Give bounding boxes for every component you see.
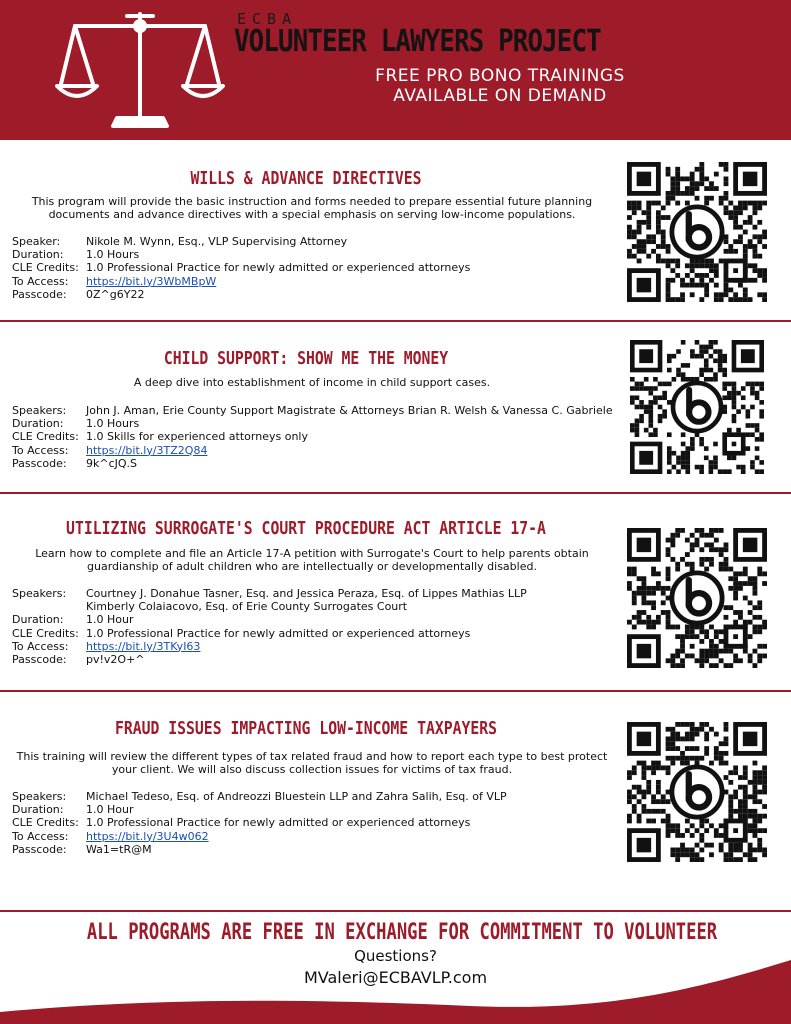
- training-details: [12, 587, 527, 666]
- passcode-value: 0Z^g6Y22: [86, 287, 145, 301]
- header-banner: [0, 0, 791, 138]
- training-description: A deep dive into establishment of income in child support cases.: [133, 376, 491, 389]
- cle-value: 1.0 Skills for experienced attorneys only: [86, 430, 308, 444]
- access-label: To Access:: [12, 443, 69, 457]
- passcode-label: Passcode:: [12, 842, 67, 856]
- passcode-value: Wa1=tR@M: [86, 842, 152, 856]
- training-details: [12, 404, 613, 470]
- access-link[interactable]: https://bit.ly/3WbMBpW: [86, 274, 217, 288]
- project-name: VOLUNTEER LAWYERS PROJECT: [234, 24, 601, 59]
- duration-label: Duration:: [12, 417, 64, 431]
- training-details: [12, 790, 507, 856]
- duration-label: Duration:: [12, 803, 64, 817]
- training-description: This training will review the different types of tax related fraud and how to report each type to best protect your client. We will also discuss collection issues for victims of tax fraud.: [16, 750, 608, 776]
- passcode-label: Passcode:: [12, 287, 67, 301]
- training-section: [0, 322, 791, 492]
- passcode-value: 9k^cJQ.S: [86, 456, 138, 470]
- training-description: This program will provide the basic instruction and forms needed to prepare essential future planning documents and advance directives with a special emphasis on serving low-income populations.: [31, 195, 593, 221]
- cle-value: 1.0 Professional Practice for newly admitted or experienced attorneys: [86, 626, 471, 640]
- access-link[interactable]: https://bit.ly/3TZ2Q84: [86, 443, 208, 457]
- access-link[interactable]: https://bit.ly/3TKyI63: [86, 639, 201, 653]
- duration-label: Duration:: [12, 613, 64, 627]
- training-title: CHILD SUPPORT: SHOW ME THE MONEY: [163, 348, 449, 369]
- access-label: To Access:: [12, 639, 69, 653]
- footer-headline: ALL PROGRAMS ARE FREE IN EXCHANGE FOR COMMITMENT TO VOLUNTEER: [86, 920, 718, 945]
- speaker-value: Courtney J. Donahue Tasner, Esq. and Jessica Peraza, Esq. of Lippes Mathias LLP: [86, 587, 527, 600]
- training-details: [12, 235, 470, 301]
- training-section: [0, 692, 791, 908]
- training-section: [0, 494, 791, 690]
- cle-label: CLE Credits:: [12, 430, 79, 444]
- duration-value: 1.0 Hours: [86, 248, 140, 262]
- training-title: WILLS & ADVANCE DIRECTIVES: [190, 168, 422, 189]
- cle-value: 1.0 Professional Practice for newly admitted or experienced attorneys: [86, 816, 471, 830]
- cle-label: CLE Credits:: [12, 261, 79, 275]
- section-divider: [0, 910, 791, 912]
- contact-email[interactable]: MValeri@ECBAVLP.com: [303, 968, 488, 987]
- duration-value: 1.0 Hour: [86, 613, 134, 627]
- passcode-label: Passcode:: [12, 653, 67, 667]
- speaker-value-2: Kimberly Colaiacovo, Esq. of Erie County Surrogates Court: [86, 600, 408, 614]
- cle-label: CLE Credits:: [12, 626, 79, 640]
- passcode-value: pv!v2O+^: [86, 653, 145, 667]
- training-section: [0, 140, 791, 320]
- duration-value: 1.0 Hour: [86, 803, 134, 817]
- access-label: To Access:: [12, 829, 69, 843]
- duration-label: Duration:: [12, 248, 64, 262]
- speaker-label: Speakers:: [12, 587, 67, 600]
- cle-value: 1.0 Professional Practice for newly admitted or experienced attorneys: [86, 261, 471, 275]
- qr-code-icon[interactable]: [627, 528, 767, 668]
- access-link[interactable]: https://bit.ly/3U4w062: [86, 829, 209, 843]
- speaker-label: Speakers:: [12, 790, 67, 803]
- duration-value: 1.0 Hours: [86, 417, 140, 431]
- speaker-label: Speaker:: [12, 235, 61, 248]
- speaker-label: Speakers:: [12, 404, 67, 417]
- speaker-value: Michael Tedeso, Esq. of Andreozzi Bluestein LLP and Zahra Salih, Esq. of VLP: [86, 790, 507, 803]
- tagline-line-1: FREE PRO BONO TRAININGS: [375, 66, 625, 86]
- cle-label: CLE Credits:: [12, 816, 79, 830]
- passcode-label: Passcode:: [12, 456, 67, 470]
- qr-code-icon[interactable]: [627, 162, 767, 302]
- qr-code-icon[interactable]: [627, 722, 767, 862]
- access-label: To Access:: [12, 274, 69, 288]
- training-title: UTILIZING SURROGATE'S COURT PROCEDURE ACT ARTICLE 17-A: [66, 518, 546, 539]
- tagline-line-2: AVAILABLE ON DEMAND: [393, 86, 607, 106]
- training-description: Learn how to complete and file an Article 17-A petition with Surrogate's Court to help parents obtain guardianship of adult children who are intellectually or developmentally disabled.: [35, 547, 589, 573]
- qr-code-icon[interactable]: [630, 340, 764, 474]
- speaker-value: Nikole M. Wynn, Esq., VLP Supervising Attorney: [86, 235, 348, 248]
- training-title: FRAUD ISSUES IMPACTING LOW-INCOME TAXPAYERS: [114, 718, 498, 739]
- org-name: ECBA: [237, 10, 298, 28]
- scales-of-justice-icon: [55, 6, 225, 132]
- tagline: [320, 66, 680, 106]
- speaker-value: John J. Aman, Erie County Support Magistrate & Attorneys Brian R. Welsh & Vanessa C. Gabriele: [86, 404, 613, 417]
- questions-label: Questions?: [354, 947, 437, 965]
